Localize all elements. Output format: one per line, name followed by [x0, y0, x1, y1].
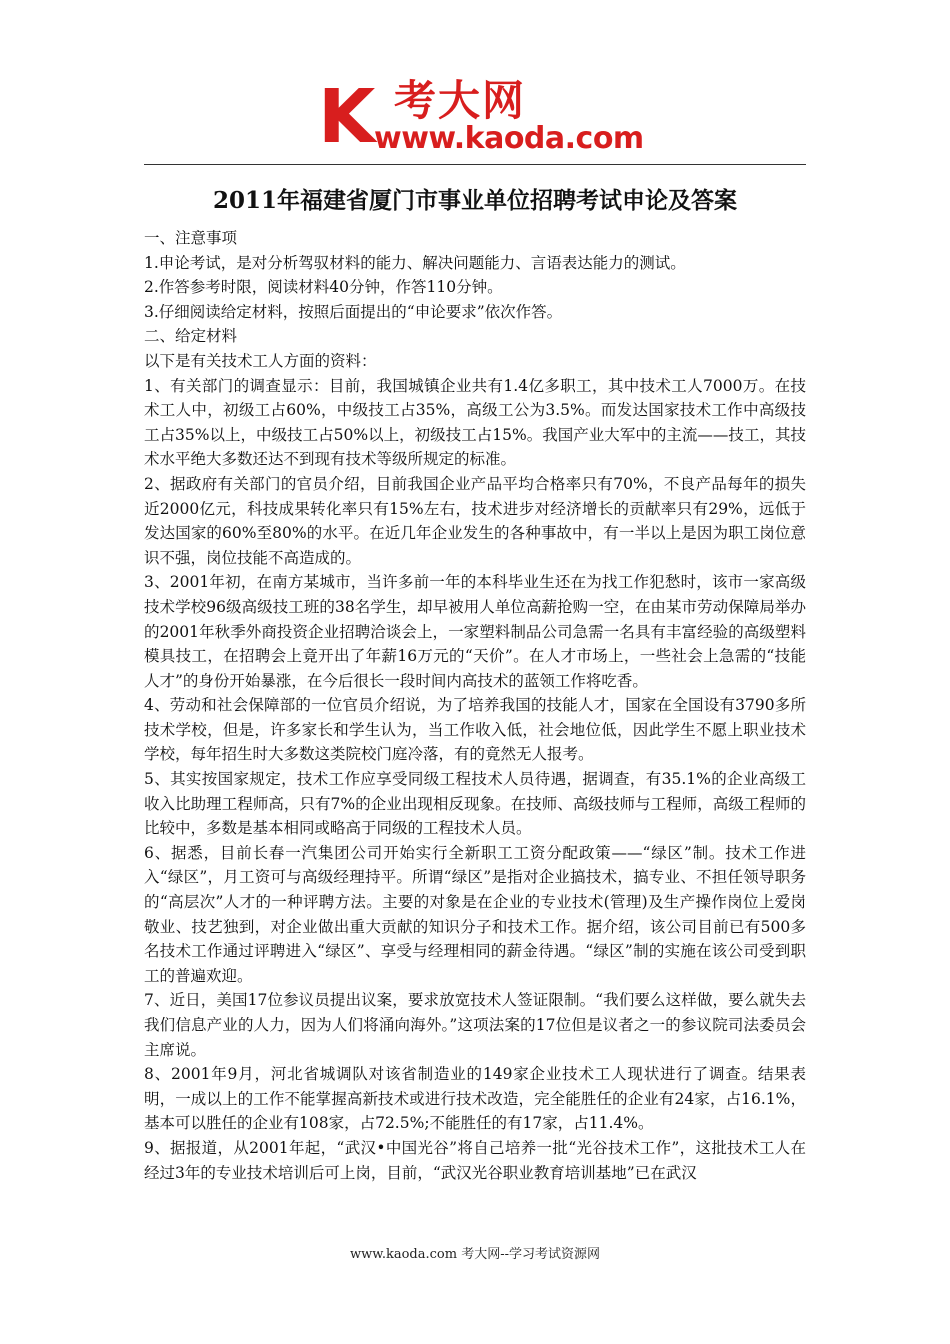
document-title: 2011年福建省厦门市事业单位招聘考试申论及答案 [212, 187, 737, 214]
paragraph: 4、劳动和社会保障部的一位官员介绍说，为了培养我国的技能人才，国家在全国设有3790多所技术学校，但是，许多家长和学生认为，当工作收入低，社会地位低，因此学生不愿上职业技术学校，每年招生时大多数这类院校门庭冷落，有的竟然无人报考。 [144, 696, 806, 764]
logo-site-name: 考大网 [394, 76, 527, 125]
paragraph: 3、2001年初，在南方某城市，当许多前一年的本科毕业生还在为找工作犯愁时，该市一家高级技术学校96级高级技工班的38名学生，却早被用人单位高薪抢购一空，在由某市劳动保障局举办的2001年秋季外商投资企业招聘洽谈会上，一家塑料制品公司急需一名具有丰富经验的高级塑料模具技工，在招聘会上竟开出了年薪16万元的“天价”。在人才市场上，一些社会上急需的“技能人才”的身份开始暴涨，在今后很长一段时间内高技术的蓝领工作将吃香。 [144, 573, 806, 690]
paragraph: 2、据政府有关部门的官员介绍，目前我国企业产品平均合格率只有70%，不良产品每年的损失近2000亿元，科技成果转化率只有15%左右，技术进步对经济增长的贡献率只有29%，远低于发达国家的60%至80%的水平。在近几年企业发生的各种事故中，有一半以上是因为职工岗位意识不强，岗位技能不高造成的。 [144, 474, 806, 567]
paragraph: 8、2001年9月，河北省城调队对该省制造业的149家企业技术工人现状进行了调查。结果表明，一成以上的工作不能掌握高新技术或进行技术改造，完全能胜任的企业有24家，占16.1%，基本可以胜任的企业有108家，占72.5%;不能胜任的有17家，占11.4%。 [144, 1065, 806, 1133]
paragraph: 7、近日，美国17位参议员提出议案，要求放宽技术人签证限制。“我们要么这样做，要么就失去我们信息产业的人力，因为人们将涌向海外。”这项法案的17位但是议者之一的参议院司法委员会主席说。 [144, 991, 806, 1059]
page-footer: www.kaoda.com 考大网--学习考试资源网 [350, 1247, 600, 1262]
logo-k-glyph: K [318, 74, 374, 160]
paragraph: 9、据报道，从2001年起，“武汉•中国光谷”将自己培养一批“光谷技术工作”，这批技术工人在经过3年的专业技术培训后可上岗，目前，“武汉光谷职业教育培训基地”已在武汉 [144, 1138, 806, 1182]
paragraph: 二、给定材料 [144, 327, 238, 346]
logo-url: www.kaoda.com [374, 121, 644, 156]
document-body [144, 226, 806, 1185]
paragraph: 5、其实按国家规定，技术工作应享受同级工程技术人员待遇，据调查，有35.1%的企业高级工收入比助理工程师高，只有7%的企业出现相反现象。在技师、高级技师与工程师，高级工程师的比较中，多数是基本相同或略高于同级的工程技术人员。 [144, 770, 806, 838]
paragraph: 6、据悉，目前长春一汽集团公司开始实行全新职工工资分配政策——“绿区”制。技术工作进入“绿区”，月工资可与高级经理持平。所谓“绿区”是指对企业搞技术，搞专业、不担任领导职务的“高层次”人才的一种评聘方法。主要的对象是在企业的专业技术(管理)及生产操作岗位上爱岗敬业、技艺独到，对企业做出重大贡献的知识分子和技术工作。据介绍，该公司目前已有500多名技术工作通过评聘进入“绿区”、享受与经理相同的薪金待遇。“绿区”制的实施在该公司受到职工的普遍欢迎。 [144, 843, 806, 985]
page-header [0, 0, 950, 170]
header-divider [144, 164, 806, 165]
kaoda-logo[interactable] [318, 74, 644, 160]
paragraph: 以下是有关技术工人方面的资料： [144, 351, 377, 370]
paragraph: 2.作答参考时限，阅读材料40分钟，作答110分钟。 [144, 278, 503, 297]
paragraph: 1、有关部门的调查显示：目前，我国城镇企业共有1.4亿多职工，其中技术工人7000万。在技术工人中，初级工占60%，中级技工占35%，高级工公为3.5%。而发达国家技术工作中高级技工占35%以上，中级技工占50%以上，初级技工占15%。我国产业大军中的主流——技工，其技术水平绝大多数还达不到现有技术等级所规定的标准。 [144, 376, 806, 469]
paragraph: 1.申论考试，是对分析驾驭材料的能力、解决问题能力、言语表达能力的测试。 [144, 253, 686, 272]
paragraph: 一、注意事项 [144, 229, 238, 247]
paragraph: 3.仔细阅读给定材料，按照后面提出的“申论要求”依次作答。 [144, 302, 563, 321]
